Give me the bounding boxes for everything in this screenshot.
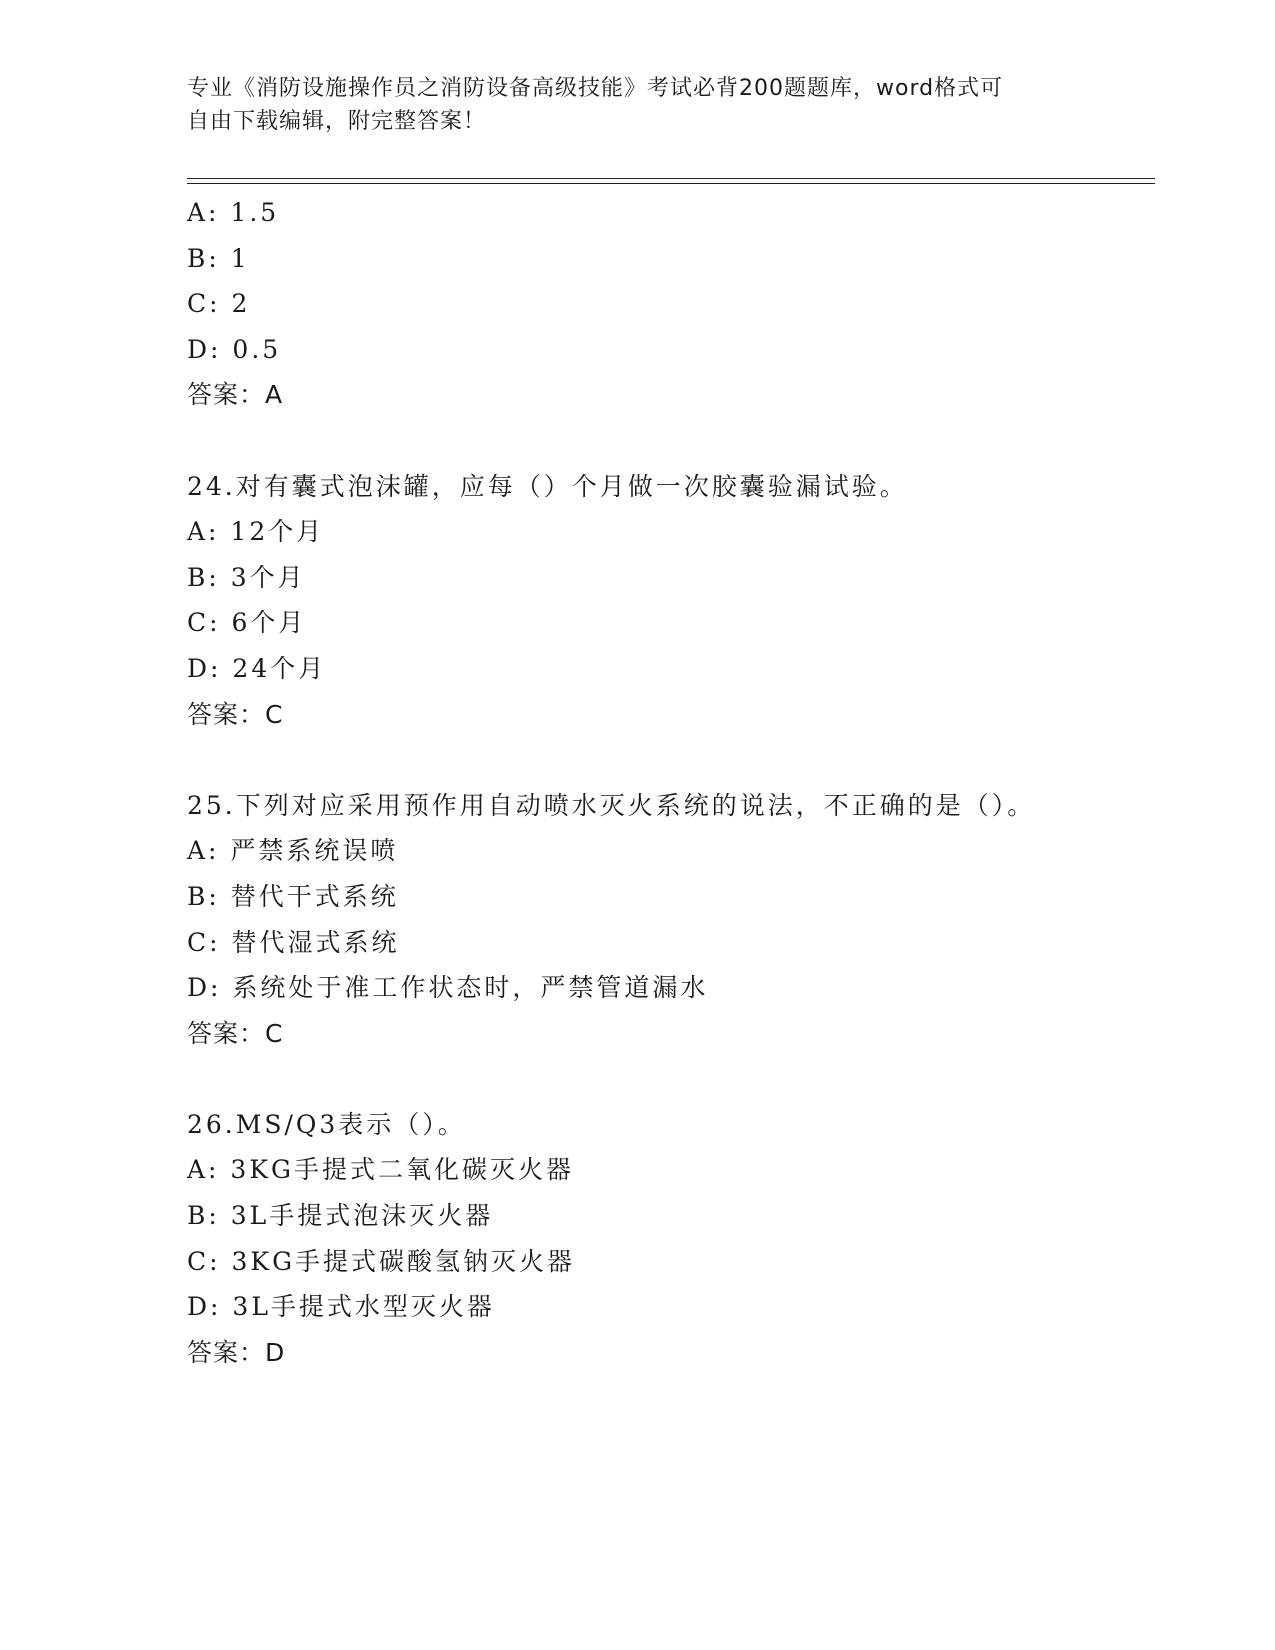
answer: 答案：A [187,380,284,410]
question-25-block [187,783,1155,1057]
option-c: C: 2 [187,289,251,319]
header-line-1: 专业《消防设施操作员之消防设备高级技能》考试必背200题题库，word格式可 [187,76,1004,101]
option-c: C: 3KG手提式碳酸氢钠灭火器 [187,1246,576,1276]
header-line-2: 自由下载编辑，附完整答案！ [187,109,487,134]
question-23-block [187,190,1155,418]
question-26-block [187,1102,1155,1376]
question-text: 24.对有囊式泡沫罐，应每（）个月做一次胶囊验漏试验。 [187,471,908,501]
option-a: A: 3KG手提式二氧化碳灭火器 [187,1155,574,1185]
question-text: 25.下列对应采用预作用自动喷水灭火系统的说法，不正确的是（）。 [187,790,1036,820]
question-text: 26.MS/Q3表示（）。 [187,1109,466,1139]
question-24-block [187,464,1155,738]
option-a: A: 1.5 [187,198,280,227]
option-b: B: 3个月 [187,562,306,592]
option-b: B: 替代干式系统 [187,881,399,911]
header-divider-bottom [187,183,1155,184]
answer: 答案：C [187,699,284,729]
option-c: C: 6个月 [187,608,307,638]
page-header [187,72,1087,138]
option-d: D: 系统处于准工作状态时，严禁管道漏水 [187,973,709,1003]
option-d: D: 3L手提式水型灭火器 [187,1292,495,1322]
option-d: D: 24个月 [187,653,327,683]
option-c: C: 替代湿式系统 [187,927,400,957]
option-b: B: 1 [187,243,250,273]
option-a: A: 12个月 [187,517,325,547]
header-divider-top [187,178,1155,179]
option-b: B: 3L手提式泡沫灭火器 [187,1201,494,1231]
option-d: D: 0.5 [187,334,282,364]
answer: 答案：C [187,1018,284,1048]
option-a: A: 严禁系统误喷 [187,836,399,866]
answer: 答案：D [187,1337,286,1367]
question-list [187,190,1155,1375]
